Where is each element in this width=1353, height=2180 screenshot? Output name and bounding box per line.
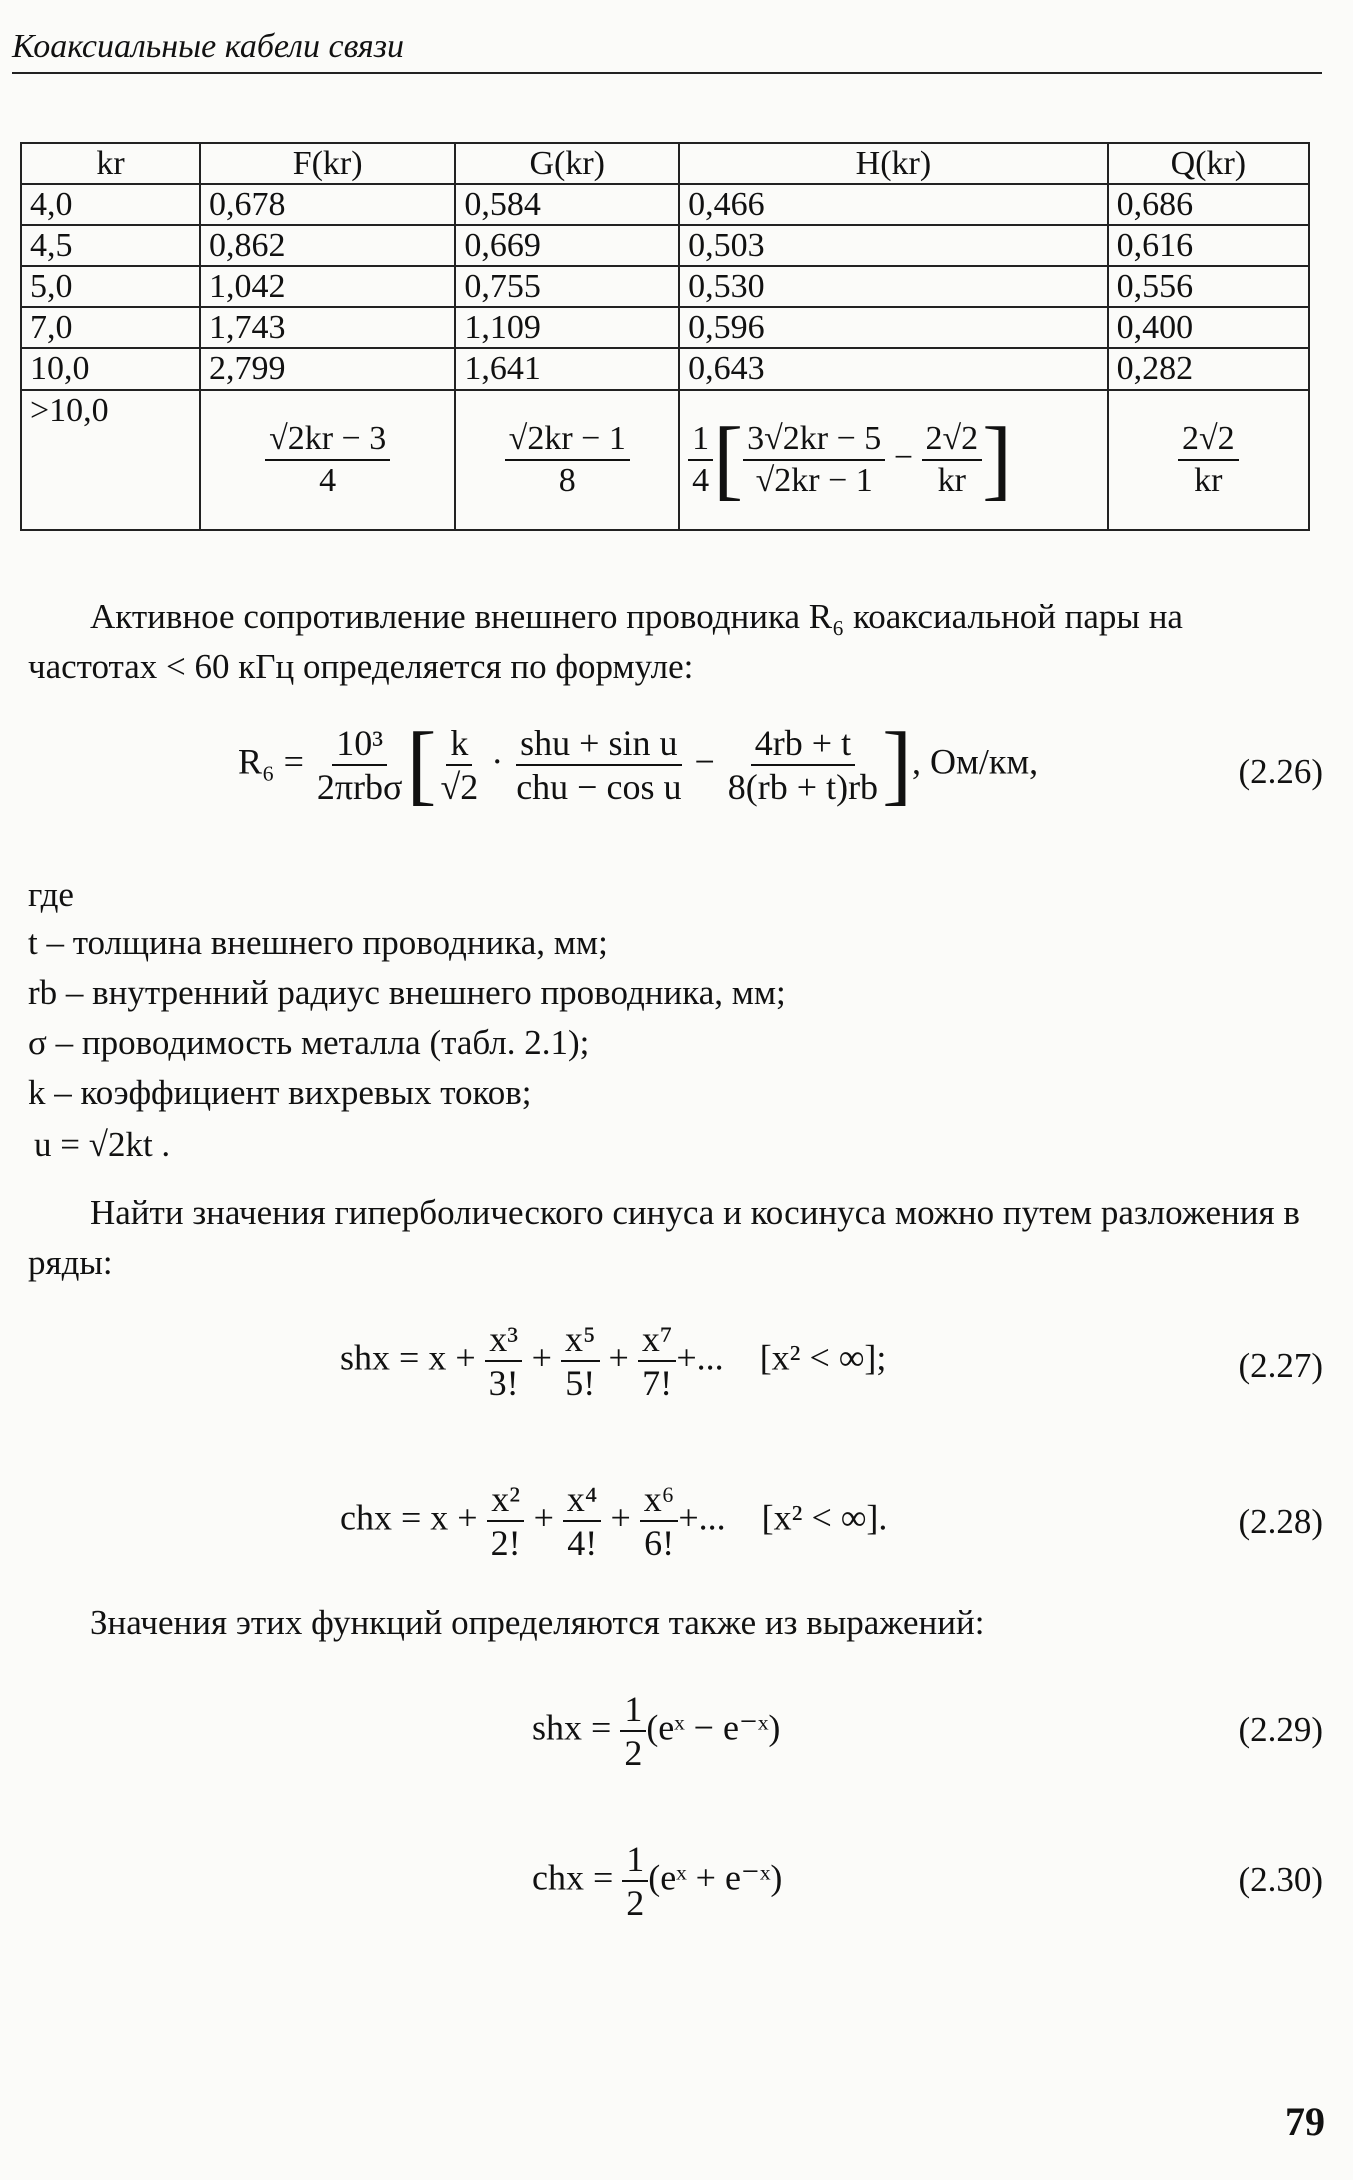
table-cell: 1,641 <box>455 348 679 389</box>
table-cell: 2,799 <box>200 348 455 389</box>
formula-2-26: R₆ = $\frac{\text{10³}}{\text{2πrbσ}}$ [ $\frac{k}{√2}$ · $\frac{\text{shu + sin u}}{\text{chu − cos u}}$ − $\frac{4rb + t}{8(rb + t)rb}$ ], Ом/км, <box>238 715 1039 814</box>
table-row <box>21 184 1309 225</box>
running-header <box>12 28 1322 74</box>
numerator: x⁶ <box>640 1478 679 1522</box>
formula-rhs: (eˣ + e⁻ˣ) <box>648 1857 783 1898</box>
table-row <box>21 307 1309 348</box>
table-cell: 0,530 <box>679 266 1108 307</box>
bracket-close-icon: ] <box>982 409 1013 509</box>
formula-cell-f <box>200 390 455 530</box>
table-cell: 0,616 <box>1108 225 1309 266</box>
denominator: √2kr − 1 <box>755 461 873 499</box>
fraction <box>512 722 685 808</box>
table-row <box>21 348 1309 389</box>
col-header-g: G(kr) <box>455 143 679 184</box>
numerator: x⁷ <box>638 1318 677 1362</box>
formula-unit: , Ом/км, <box>912 741 1039 782</box>
convergence-condition: [x² < ∞]. <box>761 1497 888 1538</box>
table-cell: >10,0 <box>21 390 200 530</box>
page-number: 79 <box>1285 2099 1325 2144</box>
numerator: 1 <box>620 1688 646 1732</box>
table-cell: 0,556 <box>1108 266 1309 307</box>
numerator: 1 <box>622 1838 648 1882</box>
denominator: 2 <box>626 1883 645 1923</box>
formula-lhs: shx = <box>532 1707 612 1748</box>
fraction <box>505 419 630 499</box>
denominator: √2 <box>440 767 479 807</box>
formula-lhs: R₆ = <box>238 741 304 782</box>
fraction <box>265 419 390 499</box>
table-cell: 0,669 <box>455 225 679 266</box>
table-cell: 0,678 <box>200 184 455 225</box>
table-cell: 1,109 <box>455 307 679 348</box>
table-cell: 0,282 <box>1108 348 1309 389</box>
bracket-open-icon: [ <box>713 409 744 509</box>
formula-cell-q <box>1108 390 1309 530</box>
bracket-close-icon: ] <box>882 715 913 814</box>
formula-2-29 <box>532 1688 780 1774</box>
formula-cell-g <box>455 390 679 530</box>
denominator: kr <box>1194 461 1223 499</box>
table-cell: 0,755 <box>455 266 679 307</box>
denominator: chu − cos u <box>516 767 682 807</box>
table-cell: 0,686 <box>1108 184 1309 225</box>
denominator: 6! <box>644 1523 675 1563</box>
paragraph-series: Найти значения гиперболического синуса и косинуса можно путем разложения в ряды: <box>28 1193 1300 1282</box>
numerator: 10³ <box>332 722 387 766</box>
table-cell: 1,743 <box>200 307 455 348</box>
fraction <box>487 1478 525 1564</box>
table-cell: 0,862 <box>200 225 455 266</box>
numerator: 3√2kr − 5 <box>743 419 885 460</box>
definition-sigma: σ – проводимость металла (табл. 2.1); <box>28 1023 590 1062</box>
table-cell: 10,0 <box>21 348 200 389</box>
table-cell: 4,5 <box>21 225 200 266</box>
table-header-row <box>21 143 1309 184</box>
table-cell: 0,643 <box>679 348 1108 389</box>
fraction <box>638 1318 677 1404</box>
denominator: 2πrbσ <box>316 767 403 807</box>
formula-lhs: chx = x + <box>340 1497 478 1538</box>
numerator: 1 <box>688 419 713 460</box>
formula-rhs: (eˣ − e⁻ˣ) <box>646 1707 781 1748</box>
table-cell: 0,466 <box>679 184 1108 225</box>
fraction <box>743 419 885 499</box>
paragraph-active-resistance: Активное сопротивление внешнего проводника R₆ коаксиальной пары на частотах < 60 кГц определяется по формуле: <box>28 597 1183 686</box>
series-tail: +... <box>678 1497 726 1538</box>
denominator: 5! <box>565 1363 596 1403</box>
definition-k: k – коэффициент вихревых токов; <box>28 1073 532 1112</box>
table-cell: 4,0 <box>21 184 200 225</box>
denominator: 8 <box>558 461 576 499</box>
bracket-open-icon: [ <box>406 715 437 814</box>
table-row-asymptotic <box>21 390 1309 530</box>
numerator: 4rb + t <box>751 722 855 766</box>
where-label: где <box>28 875 74 914</box>
col-header-f: F(kr) <box>200 143 455 184</box>
formula-lhs: chx = <box>532 1857 614 1898</box>
fraction <box>640 1478 679 1564</box>
kr-function-table <box>20 142 1310 531</box>
table-cell: 0,503 <box>679 225 1108 266</box>
equation-number: (2.27) <box>1238 1346 1323 1385</box>
fraction <box>436 722 482 808</box>
fraction <box>688 419 713 499</box>
numerator: √2kr − 3 <box>265 419 390 460</box>
series-tail: +... <box>676 1337 724 1378</box>
numerator: √2kr − 1 <box>505 419 630 460</box>
definition-rb: rb – внутренний радиус внешнего проводника, мм; <box>28 973 786 1012</box>
equation-number: (2.29) <box>1238 1710 1323 1749</box>
denominator: 4! <box>567 1523 598 1563</box>
numerator: x⁴ <box>563 1478 602 1522</box>
numerator: k <box>446 722 472 766</box>
table-row <box>21 266 1309 307</box>
denominator: 3! <box>488 1363 519 1403</box>
table-cell: 7,0 <box>21 307 200 348</box>
table-cell: 1,042 <box>200 266 455 307</box>
denominator: 7! <box>642 1363 673 1403</box>
table-cell: 0,400 <box>1108 307 1309 348</box>
formula-cell-h: $\frac{1}{4}$ [ $\frac{3√2kr - 5}{√2kr - 1}$ − $\frac{2√2}{kr}$ ] <box>679 390 1108 530</box>
table-cell: 0,584 <box>455 184 679 225</box>
definition-t: t – толщина внешнего проводника, мм; <box>28 923 608 962</box>
denominator: 2! <box>490 1523 521 1563</box>
col-header-h: H(kr) <box>679 143 1108 184</box>
fraction <box>724 722 882 808</box>
denominator: 4 <box>319 461 337 499</box>
paragraph-expressions: Значения этих функций определяются также из выражений: <box>90 1603 985 1642</box>
col-header-kr: kr <box>21 143 200 184</box>
numerator: x⁵ <box>561 1318 600 1362</box>
definition-u: u = √2kt . <box>34 1125 171 1164</box>
table-cell: 5,0 <box>21 266 200 307</box>
denominator: 2 <box>624 1733 643 1773</box>
equation-number: (2.26) <box>1238 752 1323 791</box>
table-cell: 0,596 <box>679 307 1108 348</box>
col-header-q: Q(kr) <box>1108 143 1309 184</box>
numerator: 2√2 <box>1178 419 1239 460</box>
equation-number: (2.30) <box>1238 1860 1323 1899</box>
fraction <box>561 1318 600 1404</box>
denominator: kr <box>937 461 966 499</box>
convergence-condition: [x² < ∞]; <box>759 1337 887 1378</box>
formula-2-28: chx = x + $\frac{\text{x²}}{2!}$ + $\frac{\text{x⁴}}{4!}$ + $\frac{\text{x⁶}}{6!}$ +... [x² < ∞]. <box>340 1479 888 1563</box>
equation-number: (2.28) <box>1238 1502 1323 1541</box>
formula-2-30 <box>532 1838 782 1924</box>
fraction <box>1178 419 1239 499</box>
fraction <box>563 1478 602 1564</box>
denominator: 8(rb + t)rb <box>727 767 879 807</box>
fraction <box>622 1838 648 1924</box>
numerator: shu + sin u <box>516 722 681 766</box>
header-title: Коаксиальные кабели связи <box>12 28 404 65</box>
fraction <box>620 1688 646 1774</box>
fraction <box>313 722 407 808</box>
numerator: 2√2 <box>922 419 983 460</box>
denominator: 4 <box>692 461 710 499</box>
fraction <box>485 1318 523 1404</box>
numerator: x³ <box>485 1318 522 1362</box>
numerator: x² <box>487 1478 524 1522</box>
formula-2-27: shx = x + $\frac{\text{x³}}{3!}$ + $\frac{\text{x⁵}}{5!}$ + $\frac{\text{x⁷}}{7!}$ +... [x² < ∞]; <box>340 1319 887 1403</box>
table-row <box>21 225 1309 266</box>
fraction <box>922 419 983 499</box>
formula-lhs: shx = x + <box>340 1337 476 1378</box>
